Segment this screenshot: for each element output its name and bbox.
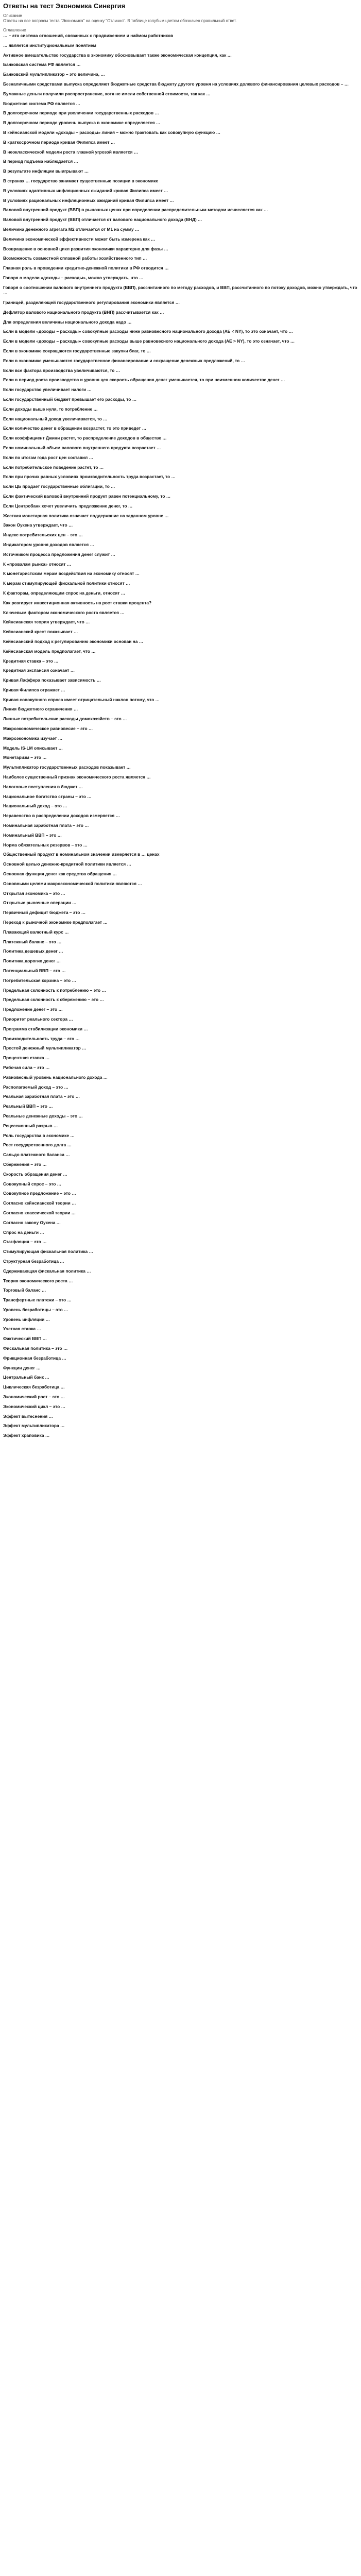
question-text: Жесткая монетарная политика означает поддержание на заданном уровне …	[3, 513, 169, 518]
question-text: Циклическая безработица …	[3, 1384, 65, 1390]
question-text: Сальдо платежного баланса …	[3, 1152, 70, 1158]
question-text: В период подъема наблюдается …	[3, 159, 78, 164]
question-text: Рабочая сила – это …	[3, 1064, 50, 1070]
question-text: Макроэкономика изучает …	[3, 735, 63, 741]
question-text: Предельная склонность к сбережению – это …	[3, 997, 104, 1003]
question-item[interactable]	[3, 358, 358, 364]
question-text: К мерам стимулирующей фискальной политики относят …	[3, 581, 130, 586]
question-item[interactable]	[3, 668, 358, 673]
question-text: Бумажные деньги получили распространение, хотя не имели собственной стоимости, так как …	[3, 91, 211, 96]
question-text: Неравенство в распределении доходов измеряется …	[3, 813, 120, 819]
question-text: Предложение денег – это …	[3, 1007, 63, 1012]
question-text: Эффект храповика …	[3, 1433, 50, 1438]
question-item[interactable]	[3, 130, 358, 135]
question-text: Если по итогам года рост цен составил …	[3, 454, 93, 460]
question-item[interactable]	[3, 120, 358, 126]
question-item[interactable]	[3, 948, 358, 954]
question-item[interactable]	[3, 658, 358, 664]
question-item[interactable]	[3, 562, 358, 567]
question-text: Говоря о модели «доходы – расходы», можно утверждать, что …	[3, 275, 144, 280]
question-item[interactable]	[3, 1394, 358, 1400]
question-item[interactable]	[3, 310, 358, 315]
question-item[interactable]	[3, 1162, 358, 1167]
question-item[interactable]	[3, 755, 358, 760]
question-item[interactable]	[3, 1104, 358, 1109]
question-text: В краткосрочном периоде кривая Филипса имеет …	[3, 139, 115, 145]
question-item[interactable]	[3, 1210, 358, 1216]
question-item[interactable]	[3, 1287, 358, 1293]
question-text: Программа стабилизации экономики …	[3, 1026, 88, 1031]
question-item[interactable]	[3, 416, 358, 422]
question-text: Если в период роста производства и уровня цен скорость обращения денег уменьшается, то при неизменном количестве денег …	[3, 377, 285, 383]
question-text: Национальное богатство страны – это …	[3, 793, 92, 799]
question-item[interactable]	[3, 1191, 358, 1196]
question-text: Кейнсианский крест показывает …	[3, 629, 78, 635]
question-item[interactable]	[3, 997, 358, 1003]
question-item[interactable]	[3, 745, 358, 751]
question-item[interactable]	[3, 1142, 358, 1148]
question-item[interactable]	[3, 110, 358, 116]
question-item[interactable]	[3, 1026, 358, 1032]
question-item[interactable]	[3, 726, 358, 732]
question-item[interactable]	[3, 406, 358, 412]
question-item[interactable]	[3, 1297, 358, 1303]
question-text: Банковский мультипликатор – это величина, …	[3, 72, 105, 77]
question-text: Если потребительское поведение растет, то …	[3, 464, 104, 470]
question-text: Если коэффициент Джини растет, то распределение доходов в обществе …	[3, 435, 167, 441]
question-item[interactable]	[3, 178, 358, 184]
question-item[interactable]	[3, 581, 358, 586]
question-text: Согласно классической теории …	[3, 1210, 76, 1215]
question-item[interactable]	[3, 823, 358, 828]
question-text: Экономический цикл – это …	[3, 1403, 65, 1409]
question-item[interactable]	[3, 852, 358, 857]
question-text: Кейнсианский подход к регулированию экономики основан на …	[3, 638, 144, 644]
question-text: Если Центробанк хочет увеличить предложение денег, то …	[3, 503, 133, 509]
question-text: Наиболее существенный признак экономического роста является …	[3, 774, 151, 780]
question-item[interactable]	[3, 1230, 358, 1235]
question-item[interactable]	[3, 1113, 358, 1119]
question-text: Бюджетная система РФ является …	[3, 100, 80, 106]
question-text: Кейнсианская модель предполагает, что …	[3, 648, 96, 654]
question-item[interactable]	[3, 1414, 358, 1419]
question-text: Открытые рыночные операции …	[3, 900, 77, 906]
question-text: Мультипликатор государственных расходов показывает …	[3, 765, 131, 770]
question-item[interactable]	[3, 300, 358, 306]
question-item[interactable]	[3, 1249, 358, 1255]
question-text: Модель IS-LM описывает …	[3, 745, 63, 751]
question-list	[3, 33, 358, 1438]
question-text: Учетная ставка …	[3, 1326, 41, 1332]
question-text: Источником процесса предложения денег служит …	[3, 551, 115, 557]
question-item[interactable]	[3, 1181, 358, 1187]
question-text: Безналичными средствами выпуска определяют бюджетные средства бюджету другого уровня на условиях долевого финансирования целевых расходов – …	[3, 81, 349, 87]
question-item[interactable]	[3, 794, 358, 800]
question-text: Производительность труда – это …	[3, 1036, 80, 1041]
question-text: Номинальный ВВП – это …	[3, 832, 62, 838]
question-item[interactable]	[3, 1094, 358, 1099]
question-text: В долгосрочном периоде при увеличении государственных расходов …	[3, 110, 159, 116]
question-text: Фрикционная безработица …	[3, 1355, 66, 1361]
question-text: Экономический рост – это …	[3, 1394, 65, 1400]
question-item[interactable]	[3, 1045, 358, 1051]
question-text: Совокупное предложение – это …	[3, 1191, 76, 1196]
question-text: Основными целями макроэкономической политики являются …	[3, 880, 142, 886]
question-text: Открытая экономика – это …	[3, 890, 65, 896]
question-text: Говоря о соотношении валового внутреннего продукта (ВВП), рассчитанного по методу расходов, и ВВП, рассчитанного по потоку доходов, можно утверждать, что …	[3, 284, 357, 296]
question-item[interactable]	[3, 900, 358, 906]
question-text: Равновесный уровень национального дохода …	[3, 1074, 108, 1080]
question-item[interactable]	[3, 639, 358, 645]
question-text: Стагфляция – это …	[3, 1239, 47, 1245]
question-item[interactable]	[3, 1123, 358, 1129]
question-text: В долгосрочном периоде уровень выпуска в экономике определяется …	[3, 120, 161, 126]
question-item[interactable]	[3, 1346, 358, 1351]
question-text: Если номинальный объем валового внутреннего продукта возрастает …	[3, 445, 161, 450]
intro-text: Ответы на все вопросы теста "Экономика" на оценку "Отлично". В таблице голубым цветом обозначен правильный ответ.	[3, 19, 237, 23]
question-text: Потребительская корзина – это …	[3, 977, 76, 983]
question-text: Норма обязательных резервов – это …	[3, 842, 88, 848]
question-item[interactable]	[3, 1007, 358, 1012]
question-text: Согласно кейнсианской теории …	[3, 1200, 76, 1206]
question-item[interactable]	[3, 348, 358, 354]
question-text: Совокупный спрос – это …	[3, 1181, 62, 1187]
question-text: Потенциальный ВВП – это …	[3, 968, 66, 973]
question-text: Политика дешевых денег …	[3, 948, 63, 954]
question-item[interactable]	[3, 784, 358, 790]
question-text: Основной целью денежно-кредитной политики является …	[3, 861, 131, 867]
question-item[interactable]	[3, 1055, 358, 1061]
question-item[interactable]	[3, 629, 358, 635]
page-title: Ответы на тест Экономика Синергия	[3, 2, 126, 10]
question-item[interactable]	[3, 72, 358, 77]
question-item[interactable]	[3, 159, 358, 164]
question-text: Если ЦБ продает государственные облигации, то …	[3, 484, 115, 489]
question-text: Функции денег …	[3, 1365, 41, 1370]
question-text: Для определения величины национального дохода надо …	[3, 319, 132, 325]
question-item[interactable]	[3, 929, 358, 935]
question-text: Макроэкономическое равновесие – это …	[3, 726, 93, 732]
question-item[interactable]	[3, 494, 358, 499]
question-text: В условиях рациональных инфляционных ожиданий кривая Филипса имеет …	[3, 197, 174, 203]
question-item[interactable]	[3, 319, 358, 325]
question-item[interactable]	[3, 1133, 358, 1139]
question-text: Платежный баланс – это …	[3, 939, 62, 944]
question-text: Плавающий валютный курс …	[3, 929, 69, 935]
question-text: Если фактический валовой внутренний продукт равен потенциальному, то …	[3, 493, 171, 499]
question-item[interactable]	[3, 91, 358, 97]
question-text: Если в модели «доходы – расходы» совокупные расходы ниже равновесного национального дохода (AE < NY), то это означает, что …	[3, 329, 293, 334]
question-text: Монетаризм – это …	[3, 755, 47, 760]
question-text: Валовой внутренний продукт (ВВП) отличается от валового национального дохода (ВНД) …	[3, 217, 202, 223]
question-text: Возможность совместной сплавной работы хозяйственного тип …	[3, 256, 147, 261]
question-text: Национальный доход – это …	[3, 803, 67, 809]
question-item[interactable]	[3, 474, 358, 480]
question-item[interactable]	[3, 503, 358, 509]
question-text: К факторам, определяющим спрос на деньги, относят …	[3, 590, 126, 596]
question-text: Ключевым фактором экономического роста является …	[3, 609, 125, 615]
question-text: Активное вмешательство государства в экономику обосновывает также экономическая концепция, как …	[3, 52, 232, 58]
question-text: Сдерживающая фискальная политика …	[3, 1268, 91, 1274]
question-item[interactable]	[3, 168, 358, 174]
question-item[interactable]	[3, 697, 358, 703]
question-text: Уровень безработицы – это …	[3, 1307, 68, 1312]
question-text: В условиях адаптивных инфляционных ожиданий кривая Филипса имеет …	[3, 188, 168, 193]
question-text: Номинальная заработная плата – это …	[3, 823, 89, 828]
question-text: Личные потребительские расходы домохозяйств – это …	[3, 716, 127, 722]
question-text: Как реагирует инвестиционная активность на рост ставки процента?	[3, 600, 152, 605]
question-item[interactable]	[3, 891, 358, 896]
question-item[interactable]	[3, 275, 358, 281]
question-item[interactable]	[3, 1365, 358, 1371]
question-text: Границей, разделяющей государственного регулирования экономики является …	[3, 300, 180, 306]
question-text: Фискальная политика – это …	[3, 1346, 68, 1351]
question-item[interactable]	[3, 513, 358, 519]
question-text: Стимулирующая фискальная политика …	[3, 1249, 93, 1255]
question-text: Кредитная ставка – это …	[3, 658, 59, 664]
question-item[interactable]	[3, 939, 358, 945]
question-item[interactable]	[3, 706, 358, 712]
question-text: Простой денежный мультипликатор …	[3, 1045, 87, 1051]
question-text: В кейнсианской модели «доходы – расходы» линия – можно трактовать как совокупную функцию …	[3, 129, 221, 135]
question-text: В неоклассической модели роста главной угрозой является …	[3, 149, 139, 155]
edition-label: Описание	[3, 13, 22, 18]
question-item[interactable]	[3, 542, 358, 548]
question-text: Если государство увеличивает налоги …	[3, 387, 92, 393]
question-text: Индекс потребительских цен – это …	[3, 532, 83, 538]
question-item[interactable]	[3, 387, 358, 393]
question-item[interactable]	[3, 1065, 358, 1071]
question-item[interactable]	[3, 1268, 358, 1274]
question-text: Кривая совокупного спроса имеет отрицательный наклон потому, что …	[3, 697, 160, 702]
question-text: Налоговые поступления в бюджет …	[3, 784, 83, 789]
question-item[interactable]	[3, 1326, 358, 1332]
question-item[interactable]	[3, 1375, 358, 1380]
question-item[interactable]	[3, 1433, 358, 1438]
question-item[interactable]	[3, 33, 358, 39]
question-text: Если все фактора производства увеличиваются, то …	[3, 367, 121, 373]
question-text: … – это система отношений, связанных с продвижением и наймом работников	[3, 33, 174, 38]
question-text: Индикатором уровня доходов является …	[3, 541, 94, 547]
question-item[interactable]	[3, 1075, 358, 1080]
question-item[interactable]	[3, 465, 358, 470]
question-text: Рост государственного долга …	[3, 1142, 72, 1148]
question-text: Если при прочих равных условиях производительность труда возрастает, то …	[3, 474, 176, 480]
question-item[interactable]	[3, 1404, 358, 1410]
question-text: Структурная безработица …	[3, 1258, 64, 1264]
question-item[interactable]	[3, 329, 358, 334]
question-text: Скорость обращения денег …	[3, 1171, 67, 1177]
question-item[interactable]	[3, 198, 358, 204]
question-item[interactable]	[3, 1036, 358, 1042]
question-text: Кривая Лаффера показывает зависимость …	[3, 677, 101, 683]
question-item[interactable]	[3, 53, 358, 58]
question-text: Центральный банк …	[3, 1375, 49, 1380]
question-text: Кривая Филипса отражает …	[3, 687, 65, 692]
question-item[interactable]	[3, 774, 358, 780]
question-text: Если в экономике сокращаются государственные закупки благ, то …	[3, 348, 151, 353]
question-item[interactable]	[3, 207, 358, 213]
question-text: Главная роль в проведении кредитно-денежной политики в РФ отводится …	[3, 265, 169, 271]
question-item[interactable]	[3, 265, 358, 271]
question-item[interactable]	[3, 1307, 358, 1313]
contents-label: Оглавление	[3, 28, 26, 32]
question-text: Предельная склонность к потреблению – это …	[3, 987, 106, 993]
question-text: Реальная заработная плата – это …	[3, 1094, 80, 1099]
question-item[interactable]	[3, 1336, 358, 1342]
question-item[interactable]	[3, 610, 358, 616]
question-item[interactable]	[3, 368, 358, 374]
question-text: Эффект вытеснения …	[3, 1413, 53, 1419]
question-text: Величина денежного агрегата М2 отличается от М1 на сумму …	[3, 226, 140, 232]
question-item[interactable]	[3, 397, 358, 402]
question-item[interactable]	[3, 426, 358, 431]
question-item[interactable]	[3, 227, 358, 232]
question-item[interactable]	[3, 1278, 358, 1284]
question-text: Банковская система РФ является …	[3, 62, 81, 67]
question-text: Если в модели «доходы – расходы» совокупные расходы выше равновесного национального дохода (AE > NY), то это означает, что …	[3, 338, 295, 344]
question-item[interactable]	[3, 236, 358, 242]
question-item[interactable]	[3, 1384, 358, 1390]
question-text: Торговый баланс …	[3, 1287, 46, 1293]
question-text: Согласно закону Оукена …	[3, 1219, 61, 1225]
question-text: Если доходы выше нуля, то потребление …	[3, 406, 98, 412]
question-item[interactable]	[3, 1220, 358, 1226]
question-text: Процентная ставка …	[3, 1055, 50, 1061]
question-text: Величина экономической эффективности может быть измерена как …	[3, 236, 156, 242]
question-item[interactable]	[3, 988, 358, 993]
question-text: Закон Оукена утверждает, что …	[3, 522, 73, 528]
question-text: Валовой внутренний продукт (ВВП) в рыночных ценах при определении распределительным методом исчисляется как …	[3, 207, 268, 213]
question-item[interactable]	[3, 1355, 358, 1361]
question-item[interactable]	[3, 1152, 358, 1158]
question-item[interactable]	[3, 910, 358, 916]
question-item[interactable]	[3, 842, 358, 848]
question-text: Переход к рыночной экономике предполагает …	[3, 920, 108, 925]
question-text: Политика дорогих денег …	[3, 958, 61, 964]
question-text: Реальные денежные доходы – это …	[3, 1113, 83, 1118]
question-item[interactable]	[3, 101, 358, 107]
question-text: Если количество денег в обращении возрастет, то это приведет …	[3, 426, 147, 431]
question-item[interactable]	[3, 803, 358, 809]
question-item[interactable]	[3, 81, 358, 87]
question-item[interactable]	[3, 813, 358, 819]
question-text: Сбережения – это …	[3, 1161, 47, 1167]
question-text: К «провалам рынка» относят …	[3, 561, 72, 567]
question-text: Если в экономике уменьшаются государственное финансирование и сокращение денежных предложений, то …	[3, 358, 245, 363]
question-item[interactable]	[3, 435, 358, 441]
question-text: Спрос на деньги …	[3, 1229, 44, 1235]
question-item[interactable]	[3, 861, 358, 867]
question-text: Трансфертные платежи – это …	[3, 1297, 72, 1303]
question-item[interactable]	[3, 687, 358, 693]
question-item[interactable]	[3, 1200, 358, 1206]
question-item[interactable]	[3, 522, 358, 528]
question-item[interactable]	[3, 1423, 358, 1429]
question-text: Кейнсианская теория утверждает, что …	[3, 619, 90, 625]
question-item[interactable]	[3, 649, 358, 654]
question-item[interactable]	[3, 43, 358, 48]
question-text: Общественный продукт в номинальном значении измеряется в … ценах	[3, 852, 160, 857]
question-item[interactable]	[3, 881, 358, 887]
question-text: Эффект мультипликатора …	[3, 1423, 65, 1429]
question-item[interactable]	[3, 455, 358, 461]
question-item[interactable]	[3, 62, 358, 67]
question-item[interactable]	[3, 1239, 358, 1245]
question-item[interactable]	[3, 338, 358, 344]
question-text: К монетаристским мерам воздействия на экономику относят …	[3, 571, 140, 577]
question-item[interactable]	[3, 246, 358, 252]
question-item[interactable]	[3, 677, 358, 683]
question-text: В результате инфляции выигрывают …	[3, 168, 89, 174]
question-text: Линия бюджетного ограничения …	[3, 706, 78, 712]
question-item[interactable]	[3, 619, 358, 625]
question-item[interactable]	[3, 256, 358, 261]
question-text: Приоритет реального сектора …	[3, 1016, 73, 1022]
question-item[interactable]	[3, 571, 358, 577]
question-item[interactable]	[3, 833, 358, 838]
question-item[interactable]	[3, 484, 358, 489]
question-text: Если государственный бюджет превышает его расходы, то …	[3, 396, 137, 402]
question-item[interactable]	[3, 188, 358, 194]
question-text: Возвращение в основной цикл развития экономики характерно для фазы …	[3, 246, 168, 251]
question-text: В странах … государство занимает существенные позиции в экономике	[3, 178, 159, 183]
question-item[interactable]	[3, 765, 358, 770]
question-item[interactable]	[3, 716, 358, 722]
question-item[interactable]	[3, 1084, 358, 1090]
question-text: Основная функция денег как средства обращения …	[3, 871, 117, 877]
question-text: Располагаемый доход – это …	[3, 1084, 68, 1090]
question-item[interactable]	[3, 920, 358, 925]
question-text: Теория экономического роста …	[3, 1278, 73, 1283]
question-item[interactable]	[3, 552, 358, 557]
question-item[interactable]	[3, 377, 358, 383]
question-text: Роль государства в экономике …	[3, 1132, 75, 1138]
question-item[interactable]	[3, 532, 358, 538]
question-item[interactable]	[3, 736, 358, 741]
question-text: Уровень инфляции …	[3, 1316, 50, 1322]
question-text: Если национальный доход увеличивается, то …	[3, 416, 108, 421]
question-text: Дефлятор валового национального продукта (ВНП) рассчитывается как …	[3, 309, 164, 315]
question-item[interactable]	[3, 1172, 358, 1177]
question-text: … является институциональным понятием	[3, 42, 96, 48]
question-text: Кредитная экспансия означает …	[3, 668, 75, 673]
question-item[interactable]	[3, 1259, 358, 1264]
question-text: Рецессионный разрыв …	[3, 1123, 58, 1128]
question-item[interactable]	[3, 285, 358, 296]
question-item[interactable]	[3, 968, 358, 974]
question-text: Реальный ВВП – это …	[3, 1104, 53, 1109]
question-item[interactable]	[3, 600, 358, 606]
question-item[interactable]	[3, 1317, 358, 1323]
question-item[interactable]	[3, 590, 358, 596]
question-item[interactable]	[3, 217, 358, 223]
question-item[interactable]	[3, 149, 358, 155]
question-text: Фактический ВВП …	[3, 1336, 47, 1342]
question-text: Первичный дефицит бюджета – это …	[3, 910, 86, 916]
question-item[interactable]	[3, 445, 358, 451]
question-item[interactable]	[3, 978, 358, 984]
question-item[interactable]	[3, 958, 358, 964]
question-item[interactable]	[3, 871, 358, 877]
question-item[interactable]	[3, 140, 358, 145]
question-item[interactable]	[3, 1016, 358, 1022]
